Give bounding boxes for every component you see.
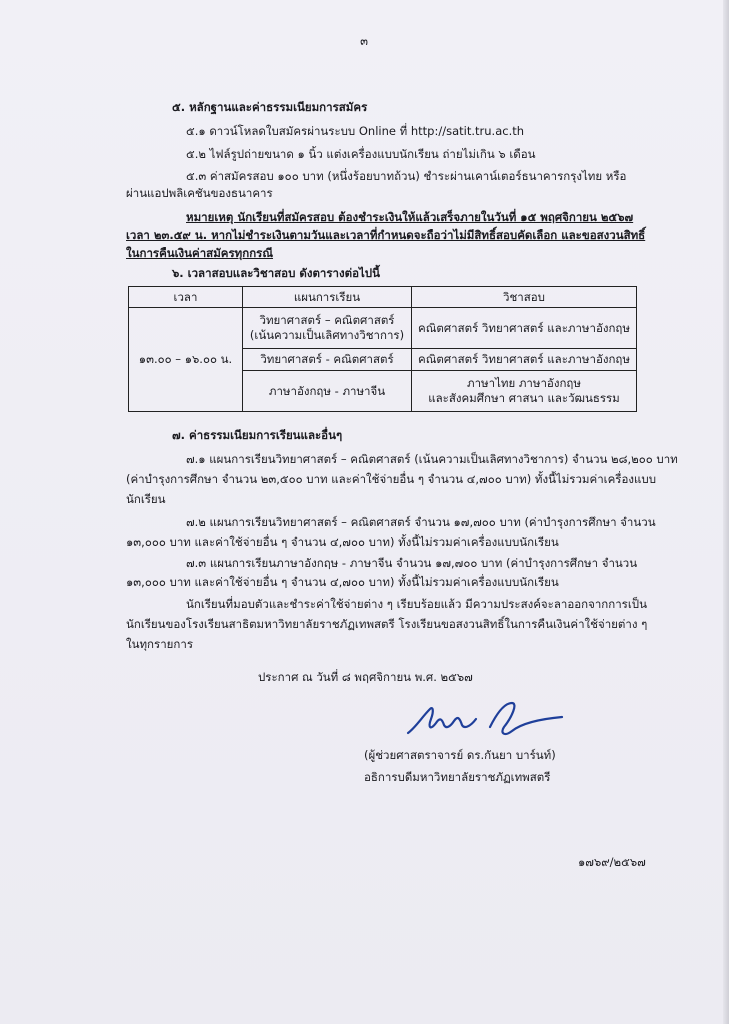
subjects-cell: คณิตศาสตร์ วิทยาศาสตร์ และภาษาอังกฤษ bbox=[412, 349, 637, 371]
note-line2: เวลา ๒๓.๕๙ น. หากไม่ชำระเงินตามวันและเวลาที่กำหนดจะถือว่าไม่มีสิทธิ์สอบคัดเลือก และขอสงวนสิทธิ์ bbox=[126, 228, 646, 242]
table-header-plan: แผนการเรียน bbox=[243, 287, 412, 308]
section7-item3-line2: ๑๓,๐๐๐ บาท และค่าใช้จ่ายอื่น ๆ จำนวน ๔,๗๐๐ บาท) ทั้งนี้ไม่รวมค่าเครื่องแบบนักเรียน bbox=[126, 575, 559, 589]
table-header-subjects: วิชาสอบ bbox=[412, 287, 637, 308]
table-row bbox=[129, 308, 637, 349]
signatory-title: อธิการบดีมหาวิทยาลัยราชภัฏเทพสตรี bbox=[364, 770, 551, 784]
plan-cell: วิทยาศาสตร์ - คณิตศาสตร์ bbox=[243, 349, 412, 371]
page-edge bbox=[723, 0, 729, 1024]
section5-item2: ๕.๒ ไฟล์รูปถ่ายขนาด ๑ นิ้ว แต่งเครื่องแบบนักเรียน ถ่ายไม่เกิน ๖ เดือน bbox=[186, 147, 536, 161]
section5-item1 bbox=[186, 124, 524, 139]
subjects-line1: ภาษาไทย ภาษาอังกฤษ bbox=[467, 376, 581, 390]
section5-item3-line2: ผ่านแอปพลิเคชันของธนาคาร bbox=[126, 186, 273, 200]
section7-item1-line3: นักเรียน bbox=[126, 492, 166, 506]
application-url: http://satit.tru.ac.th bbox=[410, 124, 525, 138]
table-header-time: เวลา bbox=[129, 287, 243, 308]
section7-item1-line2: (ค่าบำรุงการศึกษา จำนวน ๒๓,๕๐๐ บาท และค่าใช้จ่ายอื่น ๆ จำนวน ๔,๗๐๐ บาท) ทั้งนี้ไม่รวมค่าเครื่องแบบ bbox=[126, 472, 656, 486]
subjects-cell bbox=[412, 371, 637, 412]
exam-schedule-table bbox=[128, 286, 637, 412]
plan-cell bbox=[243, 308, 412, 349]
section7-heading: ๗. ค่าธรรมเนียมการเรียนและอื่นๆ bbox=[172, 428, 343, 442]
subjects-cell: คณิตศาสตร์ วิทยาศาสตร์ และภาษาอังกฤษ bbox=[412, 308, 637, 349]
closing-line1: นักเรียนที่มอบตัวและชำระค่าใช้จ่ายต่าง ๆ เรียบร้อยแล้ว มีความประสงค์จะลาออกจากการเป็น bbox=[186, 597, 647, 611]
signature-stroke bbox=[408, 708, 476, 733]
document-number: ๑๗๖๙/๒๕๖๗ bbox=[578, 855, 646, 869]
section5-item3-line1: ๕.๓ ค่าสมัครสอบ ๑๐๐ บาท (หนึ่งร้อยบาทถ้วน) ชำระผ่านเคาน์เตอร์ธนาคารกรุงไทย หรือ bbox=[186, 169, 627, 183]
section7-item2-line2: ๑๓,๐๐๐ บาท และค่าใช้จ่ายอื่น ๆ จำนวน ๔,๗๐๐ บาท) ทั้งนี้ไม่รวมค่าเครื่องแบบนักเรียน bbox=[126, 535, 559, 549]
note-line1: หมายเหตุ นักเรียนที่สมัครสอบ ต้องชำระเงินให้แล้วเสร็จภายในวันที่ ๑๕ พฤศจิกายน ๒๕๖๗ bbox=[186, 210, 634, 224]
plan-note: (เน้นความเป็นเลิศทางวิชาการ) bbox=[249, 328, 405, 342]
section5-item1-text: ๕.๑ ดาวน์โหลดใบสมัครผ่านระบบ Online ที่ bbox=[186, 124, 411, 138]
signatory-name: (ผู้ช่วยศาสตราจารย์ ดร.กันยา บาร์นท์) bbox=[364, 748, 556, 762]
table-header-row bbox=[129, 287, 637, 308]
plan-cell: ภาษาอังกฤษ - ภาษาจีน bbox=[243, 371, 412, 412]
section7-item3-line1: ๗.๓ แผนการเรียนภาษาอังกฤษ - ภาษาจีน จำนวน ๑๗,๗๐๐ บาท (ค่าบำรุงการศึกษา จำนวน bbox=[186, 556, 638, 570]
subjects-line2: และสังคมศึกษา ศาสนา และวัฒนธรรม bbox=[428, 391, 620, 405]
section5-heading: ๕. หลักฐานและค่าธรรมเนียมการสมัคร bbox=[172, 100, 368, 114]
exam-time-cell: ๑๓.๐๐ – ๑๖.๐๐ น. bbox=[129, 308, 243, 412]
handwritten-signature bbox=[400, 697, 570, 747]
section6-heading: ๖. เวลาสอบและวิชาสอบ ดังตารางต่อไปนี้ bbox=[172, 266, 380, 280]
page-number: ๓ bbox=[360, 34, 368, 48]
closing-line2: นักเรียนของโรงเรียนสาธิตมหาวิทยาลัยราชภัฏเทพสตรี โรงเรียนขอสงวนสิทธิ์ในการคืนเงินค่าใช้จ่ายต่าง ๆ bbox=[126, 617, 648, 631]
note-line3: ในการคืนเงินค่าสมัครทุกกรณี bbox=[126, 246, 274, 260]
section7-item1-line1: ๗.๑ แผนการเรียนวิทยาศาสตร์ – คณิตศาสตร์ (เน้นความเป็นเลิศทางวิชาการ) จำนวน ๒๘,๒๐๐ บาท bbox=[186, 452, 678, 466]
plan-name: วิทยาศาสตร์ – คณิตศาสตร์ bbox=[259, 313, 395, 327]
signature-stroke bbox=[490, 703, 562, 734]
closing-line3: ในทุกรายการ bbox=[126, 637, 193, 651]
announcement-date: ประกาศ ณ วันที่ ๘ พฤศจิกายน พ.ศ. ๒๕๖๗ bbox=[258, 670, 473, 684]
section7-item2-line1: ๗.๒ แผนการเรียนวิทยาศาสตร์ – คณิตศาสตร์ จำนวน ๑๗,๗๐๐ บาท (ค่าบำรุงการศึกษา จำนวน bbox=[186, 515, 656, 529]
